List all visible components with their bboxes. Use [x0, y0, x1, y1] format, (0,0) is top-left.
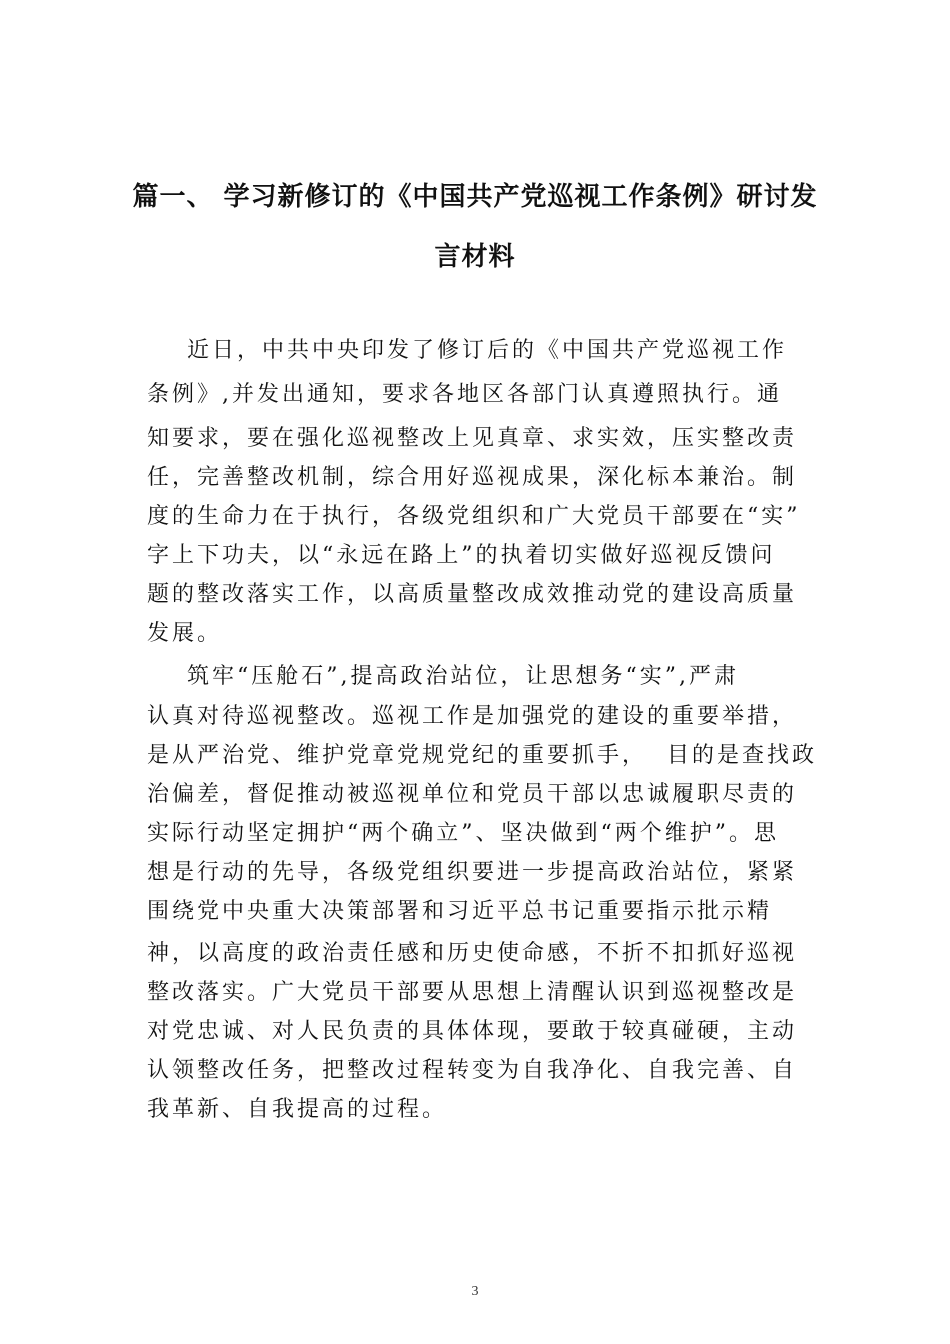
paragraph-2-line: 想是行动的先导，各级党组织要进一步提高政治站位，紧紧: [147, 860, 798, 885]
paragraph-1-line: 知要求，要在强化巡视整改上见真章、求实效，压实整改责: [147, 426, 798, 451]
paragraph-1-line: 条例》,并发出通知，要求各地区各部门认真遵照执行。通: [147, 382, 782, 407]
paragraph-1-line: 任，完善整改机制，综合用好巡视成果，深化标本兼治。制: [147, 465, 798, 490]
paragraph-2-line: 认真对待巡视整改。巡视工作是加强党的建设的重要举措，: [147, 704, 798, 729]
paragraph-1-line: 近日，中共中央印发了修订后的《中国共产党巡视工作: [147, 338, 787, 363]
paragraph-2-line: 围绕党中央重大决策部署和习近平总书记重要指示批示精: [147, 899, 773, 924]
paragraph-2-line: 我革新、自我提高的过程。: [147, 1097, 448, 1122]
paragraph-2-line: 治偏差，督促推动被巡视单位和党员干部以忠诚履职尽责的: [147, 782, 798, 807]
paragraph-2-line: 认领整改任务，把整改过程转变为自我净化、自我完善、自: [147, 1058, 798, 1083]
paragraph-2-line: 实际行动坚定拥护“两个确立”、坚决做到“两个维护”。思: [147, 821, 779, 846]
title-line-2: 言材料: [434, 242, 516, 272]
page-number: 3: [471, 1284, 479, 1299]
paragraph-1-line: 度的生命力在于执行，各级党组织和广大党员干部要在“实”: [147, 504, 801, 529]
paragraph-2-line: 筑牢“压舱石”,提高政治站位，让思想务“实”,严肃: [147, 664, 739, 689]
paragraph-1-line: 题的整改落实工作，以高质量整改成效推动党的建设高质量: [147, 582, 798, 607]
paragraph-2-line: 是从严治党、维护党章党规党纪的重要抓手， 目的是查找政: [147, 743, 817, 768]
title-line-1: 篇一、 学习新修订的《中国共产党巡视工作条例》研讨发: [132, 182, 818, 212]
paragraph-2-line: 对党忠诚、对人民负责的具体体现，要敢于较真碰硬，主动: [147, 1019, 798, 1044]
paragraph-1-line: 发展。: [147, 621, 223, 646]
paragraph-2-line: 神，以高度的政治责任感和历史使命感，不折不扣抓好巡视: [147, 941, 798, 966]
paragraph-1-line: 字上下功夫，以“永远在路上”的执着切实做好巡视反馈问: [147, 543, 776, 568]
paragraph-2-line: 整改落实。广大党员干部要从思想上清醒认识到巡视整改是: [147, 980, 798, 1005]
